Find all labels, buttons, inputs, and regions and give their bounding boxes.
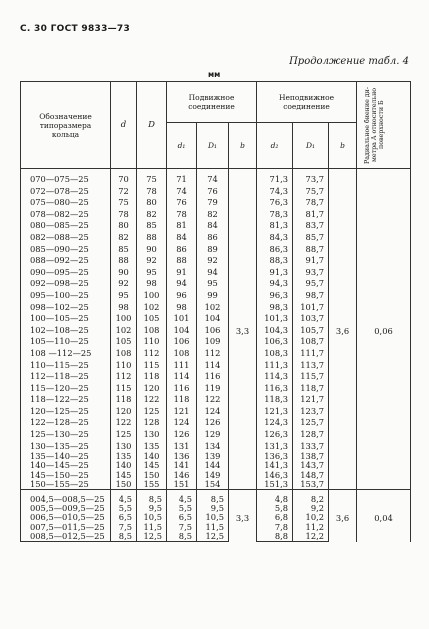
cell-d: 80 [111,220,137,232]
cell-designation: 102—108—25 [21,325,111,337]
cell-designation: 115—120—25 [21,383,111,395]
cell-D: 98 [137,278,167,290]
cell-D2: 91,7 [293,255,329,267]
cell-d2: 71,3 [257,174,293,186]
cell-D1: 84 [197,220,229,232]
cell-d: 130 [111,441,137,453]
cell-d: 95 [111,290,137,302]
cell-D: 130 [137,429,167,441]
cell-D2: 78,7 [293,197,329,209]
cell-D2: 115,7 [293,371,329,383]
cell-designation: 110—115—25 [21,360,111,372]
cell-D2: 133,7 [293,441,329,453]
cell-d1: 141 [167,461,197,470]
cell-D: 90 [137,244,167,256]
header-D1: D₁ [197,123,229,169]
cell-D1: 86 [197,232,229,244]
table-row [21,174,411,186]
cell-D: 120 [137,383,167,395]
cell-d2: 98,3 [257,302,293,314]
cell-d1: 76 [167,197,197,209]
header-D: D [137,82,167,169]
cell-designation: 112—118—25 [21,371,111,383]
cell-D2: 113,7 [293,360,329,372]
cell-D: 80 [137,197,167,209]
cell-D: 92 [137,255,167,267]
cell-d: 115 [111,383,137,395]
cell-d1: 114 [167,371,197,383]
cell-D: 78 [137,186,167,198]
cell-D: 100 [137,290,167,302]
cell-d: 112 [111,371,137,383]
cell-b-mobile: 3,3 [229,174,257,490]
cell-D2: 103,7 [293,313,329,325]
cell-d1: 96 [167,290,197,302]
cell-d: 90 [111,267,137,279]
cell-D: 155 [137,480,167,490]
cell-d2: 96,3 [257,290,293,302]
cell-d1: 78 [167,209,197,221]
cell-d: 120 [111,406,137,418]
cell-d: 102 [111,325,137,337]
cell-D2: 108,7 [293,336,329,348]
cell-d2: 94,3 [257,278,293,290]
cell-d2: 118,3 [257,394,293,406]
cell-d1: 104 [167,325,197,337]
cell-D1: 74 [197,174,229,186]
cell-d2: 106,3 [257,336,293,348]
cell-designation: 135—140—25 [21,452,111,461]
cell-D2: 73,7 [293,174,329,186]
cell-D: 102 [137,302,167,314]
cell-d2: 146,3 [257,471,293,480]
cell-d: 8,5 [111,532,137,542]
cell-d2: 131,3 [257,441,293,453]
cell-d: 98 [111,302,137,314]
cell-designation: 072—078—25 [21,186,111,198]
cell-d2: 6,8 [257,513,293,522]
cell-D2: 153,7 [293,480,329,490]
cell-d2: 108,3 [257,348,293,360]
cell-d2: 91,3 [257,267,293,279]
header-d: d [111,82,137,169]
cell-d2: 116,3 [257,383,293,395]
cell-D1: 119 [197,383,229,395]
cell-d: 70 [111,174,137,186]
cell-D: 145 [137,461,167,470]
cell-D: 12,5 [137,532,167,542]
cell-D2: 138,7 [293,452,329,461]
cell-designation: 080—085—25 [21,220,111,232]
cell-designation: 070—075—25 [21,174,111,186]
cell-D1: 114 [197,360,229,372]
header-d1: d₁ [167,123,197,169]
cell-D1: 116 [197,371,229,383]
table-continuation-label: Продолжение табл. 4 [289,56,409,67]
cell-designation: 090—095—25 [21,267,111,279]
cell-D2: 93,7 [293,267,329,279]
cell-radial-runout: 0,06 [357,174,411,490]
cell-b-fixed: 3,6 [329,495,357,542]
cell-d1: 106 [167,336,197,348]
cell-d2: 141,3 [257,461,293,470]
cell-designation: 085—090—25 [21,244,111,256]
cell-d1: 81 [167,220,197,232]
dimensions-table [20,81,411,542]
cell-D: 85 [137,220,167,232]
cell-D: 10,5 [137,513,167,522]
cell-designation: 100—105—25 [21,313,111,325]
cell-d2: 104,3 [257,325,293,337]
cell-D1: 124 [197,406,229,418]
cell-designation: 092—098—25 [21,278,111,290]
cell-d1: 118 [167,394,197,406]
cell-D1: 154 [197,480,229,490]
cell-D2: 101,7 [293,302,329,314]
cell-d2: 124,3 [257,417,293,429]
cell-D1: 104 [197,313,229,325]
cell-D2: 148,7 [293,471,329,480]
cell-d1: 131 [167,441,197,453]
cell-d: 135 [111,452,137,461]
cell-designation: 125—130—25 [21,429,111,441]
cell-D2: 128,7 [293,429,329,441]
cell-D1: 139 [197,452,229,461]
cell-D1: 89 [197,244,229,256]
cell-D: 112 [137,348,167,360]
cell-designation: 004,5—008,5—25 [21,495,111,504]
cell-D2: 12,2 [293,532,329,542]
cell-D1: 82 [197,209,229,221]
cell-D2: 143,7 [293,461,329,470]
cell-designation: 150—155—25 [21,480,111,490]
header-d2: d₂ [257,123,293,169]
header-designation: Обозначение типоразмера кольца [21,82,111,169]
cell-d: 78 [111,209,137,221]
cell-d1: 136 [167,452,197,461]
cell-d: 145 [111,471,137,480]
header-radial-runout [357,82,411,169]
cell-d: 125 [111,429,137,441]
cell-D2: 83,7 [293,220,329,232]
cell-d1: 91 [167,267,197,279]
cell-d1: 101 [167,313,197,325]
cell-d2: 86,3 [257,244,293,256]
cell-d1: 98 [167,302,197,314]
cell-D: 118 [137,371,167,383]
cell-D2: 11,2 [293,523,329,532]
cell-D: 11,5 [137,523,167,532]
cell-d1: 4,5 [167,495,197,504]
cell-designation: 145—150—25 [21,471,111,480]
cell-d2: 121,3 [257,406,293,418]
cell-d: 122 [111,417,137,429]
cell-d2: 84,3 [257,232,293,244]
cell-D: 108 [137,325,167,337]
cell-designation: 140—145—25 [21,461,111,470]
cell-D: 82 [137,209,167,221]
cell-designation: 105—110—25 [21,336,111,348]
cell-designation: 008,5—012,5—25 [21,532,111,542]
cell-d1: 74 [167,186,197,198]
cell-d1: 146 [167,471,197,480]
cell-D2: 118,7 [293,383,329,395]
cell-D: 122 [137,394,167,406]
cell-D1: 102 [197,302,229,314]
cell-D: 115 [137,360,167,372]
cell-D1: 9,5 [197,504,229,513]
cell-d: 150 [111,480,137,490]
cell-D1: 109 [197,336,229,348]
cell-D1: 76 [197,186,229,198]
cell-d2: 151,3 [257,480,293,490]
cell-d: 140 [111,461,137,470]
cell-radial-runout: 0,04 [357,495,411,542]
cell-D: 125 [137,406,167,418]
cell-designation: 088—092—25 [21,255,111,267]
cell-d2: 136,3 [257,452,293,461]
cell-d2: 101,3 [257,313,293,325]
header-b2: b [329,123,357,169]
cell-D: 88 [137,232,167,244]
cell-d1: 5,5 [167,504,197,513]
unit-label: мм [208,70,221,79]
cell-D1: 134 [197,441,229,453]
cell-designation: 082—088—25 [21,232,111,244]
cell-D: 135 [137,441,167,453]
cell-d2: 7,8 [257,523,293,532]
cell-d: 92 [111,278,137,290]
cell-D2: 88,7 [293,244,329,256]
cell-d1: 8,5 [167,532,197,542]
cell-D: 128 [137,417,167,429]
cell-D1: 95 [197,278,229,290]
cell-D2: 10,2 [293,513,329,522]
cell-D1: 8,5 [197,495,229,504]
header-D2: D₁ [293,123,329,169]
cell-d: 110 [111,360,137,372]
cell-D1: 129 [197,429,229,441]
cell-d2: 88,3 [257,255,293,267]
header-radial-runout-text: Радиальное биение ди-метра A относительно поверхности Б [363,86,385,164]
cell-D1: 149 [197,471,229,480]
page-header: С. 30 ГОСТ 9833—73 [20,24,131,34]
cell-D1: 94 [197,267,229,279]
cell-D1: 144 [197,461,229,470]
cell-D1: 79 [197,197,229,209]
cell-d2: 114,3 [257,371,293,383]
cell-D2: 8,2 [293,495,329,504]
cell-d1: 108 [167,348,197,360]
cell-designation: 130—135—25 [21,441,111,453]
cell-b-mobile: 3,3 [229,495,257,542]
cell-D2: 125,7 [293,417,329,429]
header-mobile-connection: Подвижное соединение [167,82,257,123]
cell-designation: 098—102—25 [21,302,111,314]
cell-D2: 81,7 [293,209,329,221]
cell-D1: 11,5 [197,523,229,532]
cell-d1: 111 [167,360,197,372]
cell-designation: 006,5—010,5—25 [21,513,111,522]
cell-d1: 86 [167,244,197,256]
cell-designation: 095—100—25 [21,290,111,302]
cell-D: 95 [137,267,167,279]
cell-designation: 005,5—009,5—25 [21,504,111,513]
cell-d1: 121 [167,406,197,418]
cell-d1: 88 [167,255,197,267]
cell-d1: 84 [167,232,197,244]
header-b: b [229,123,257,169]
cell-d: 75 [111,197,137,209]
cell-d1: 151 [167,480,197,490]
cell-D2: 105,7 [293,325,329,337]
cell-D: 105 [137,313,167,325]
cell-D2: 9,2 [293,504,329,513]
cell-d: 6,5 [111,513,137,522]
cell-d2: 126,3 [257,429,293,441]
cell-D2: 123,7 [293,406,329,418]
cell-b-fixed: 3,6 [329,174,357,490]
cell-D1: 112 [197,348,229,360]
cell-D2: 75,7 [293,186,329,198]
cell-D: 140 [137,452,167,461]
cell-d2: 74,3 [257,186,293,198]
cell-d: 7,5 [111,523,137,532]
cell-D: 8,5 [137,495,167,504]
cell-designation: 120—125—25 [21,406,111,418]
cell-d: 118 [111,394,137,406]
cell-d2: 111,3 [257,360,293,372]
cell-D: 9,5 [137,504,167,513]
cell-d2: 5,8 [257,504,293,513]
cell-d1: 71 [167,174,197,186]
cell-d1: 126 [167,429,197,441]
cell-designation: 122—128—25 [21,417,111,429]
cell-D: 150 [137,471,167,480]
cell-d: 4,5 [111,495,137,504]
cell-D1: 106 [197,325,229,337]
cell-d: 105 [111,336,137,348]
cell-D2: 121,7 [293,394,329,406]
cell-D1: 10,5 [197,513,229,522]
cell-d2: 78,3 [257,209,293,221]
cell-D1: 12,5 [197,532,229,542]
cell-D2: 98,7 [293,290,329,302]
cell-d: 85 [111,244,137,256]
cell-designation: 075—080—25 [21,197,111,209]
cell-D2: 85,7 [293,232,329,244]
cell-d1: 94 [167,278,197,290]
cell-designation: 108 —112—25 [21,348,111,360]
cell-d: 72 [111,186,137,198]
cell-d2: 76,3 [257,197,293,209]
header-fixed-connection: Неподвижное соединение [257,82,357,123]
cell-d: 100 [111,313,137,325]
cell-d1: 7,5 [167,523,197,532]
cell-D: 110 [137,336,167,348]
cell-d: 5,5 [111,504,137,513]
cell-d1: 6,5 [167,513,197,522]
cell-D2: 95,7 [293,278,329,290]
cell-d: 88 [111,255,137,267]
cell-d: 82 [111,232,137,244]
cell-D: 75 [137,174,167,186]
cell-designation: 118—122—25 [21,394,111,406]
cell-D1: 122 [197,394,229,406]
cell-d2: 81,3 [257,220,293,232]
cell-designation: 078—082—25 [21,209,111,221]
cell-d1: 116 [167,383,197,395]
cell-d2: 8,8 [257,532,293,542]
cell-designation: 007,5—011,5—25 [21,523,111,532]
cell-D2: 111,7 [293,348,329,360]
cell-D1: 99 [197,290,229,302]
cell-D1: 92 [197,255,229,267]
cell-d1: 124 [167,417,197,429]
cell-d: 108 [111,348,137,360]
cell-D1: 126 [197,417,229,429]
cell-d2: 4,8 [257,495,293,504]
